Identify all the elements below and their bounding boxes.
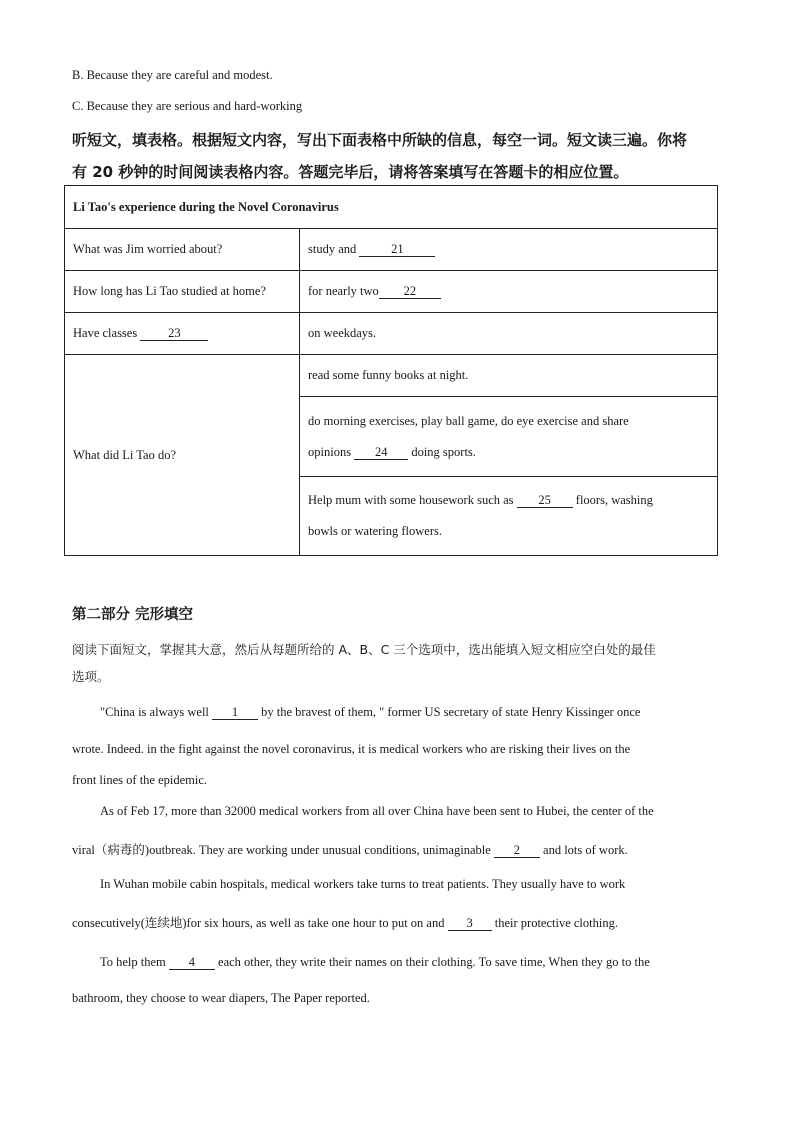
experience-table <box>64 185 718 556</box>
answer-prefix: Help mum with some housework such as <box>308 493 517 507</box>
option-c: C. Because they are serious and hard-working <box>72 99 303 113</box>
answer-line <box>308 437 709 468</box>
table-answer <box>300 271 718 313</box>
passage-line: bathroom, they choose to wear diapers, The Paper reported. <box>72 991 370 1005</box>
blank-25[interactable]: 25 <box>517 493 573 508</box>
passage-line: "China is always well 1 by the bravest of them, " former US secretary of state Henry Kissinger once <box>100 705 641 719</box>
listening-instructions-line1: 听短文，填表格。根据短文内容，写出下面表格中所缺的信息，每空一词。短文读三遍。你将 <box>72 131 688 149</box>
passage-line: viral（病毒的)outbreak. They are working under unusual conditions, unimaginable 2 and lots of work. <box>72 843 628 857</box>
listening-instructions <box>72 124 732 188</box>
blank-24[interactable]: 24 <box>354 445 408 460</box>
blank-21[interactable]: 21 <box>359 242 435 257</box>
section-instructions <box>72 636 732 690</box>
option-b: B. Because they are careful and modest. <box>72 68 273 82</box>
answer-prefix: study and <box>308 242 360 256</box>
passage-line: As of Feb 17, more than 32000 medical workers from all over China have been sent to Hubei, the center of the <box>100 804 654 818</box>
blank-2[interactable]: 2 <box>494 843 540 858</box>
passage-line: To help them 4 each other, they write their names on their clothing. To save time, When they go to the <box>100 955 650 969</box>
answer-line: bowls or watering flowers. <box>308 524 442 538</box>
blank-4[interactable]: 4 <box>169 955 215 970</box>
table-answer <box>300 229 718 271</box>
blank-23[interactable]: 23 <box>140 326 208 341</box>
section-title: 第二部分 完形填空 <box>72 607 194 623</box>
passage-line: In Wuhan mobile cabin hospitals, medical workers take turns to treat patients. They usually have to work <box>100 877 626 891</box>
blank-3[interactable]: 3 <box>448 916 492 931</box>
section-instructions-line2: 选项。 <box>72 669 110 684</box>
table-answer: on weekdays. <box>300 313 718 355</box>
table-answer <box>300 477 718 556</box>
table-answer: read some funny books at night. <box>300 355 718 397</box>
table-question <box>65 313 300 355</box>
table-answer <box>300 397 718 477</box>
answer-suffix: doing sports. <box>408 444 476 459</box>
question-prefix: Have classes <box>73 326 141 340</box>
table-question: How long has Li Tao studied at home? <box>65 271 300 313</box>
blank-1[interactable]: 1 <box>212 705 258 720</box>
passage-line: wrote. Indeed. in the fight against the novel coronavirus, it is medical workers who are risking their lives on the <box>72 742 631 756</box>
answer-line <box>308 485 709 516</box>
listening-instructions-line2: 有 20 秒钟的时间阅读表格内容。答题完毕后，请将答案填写在答题卡的相应位置。 <box>72 163 629 181</box>
table-question: What was Jim worried about? <box>65 229 300 271</box>
table-question: What did Li Tao do? <box>65 355 300 556</box>
table-title: Li Tao's experience during the Novel Coronavirus <box>65 186 718 229</box>
answer-prefix: for nearly two <box>308 284 379 298</box>
passage-line: consecutively(连续地)for six hours, as well as take one hour to put on and 3 their protective clothing. <box>72 916 618 930</box>
blank-22[interactable]: 22 <box>379 284 441 299</box>
passage-line: front lines of the epidemic. <box>72 773 208 787</box>
answer-prefix: opinions <box>308 444 355 459</box>
answer-suffix: floors, washing <box>572 493 653 507</box>
answer-line: do morning exercises, play ball game, do eye exercise and share <box>308 413 629 428</box>
section-instructions-line1: 阅读下面短文，掌握其大意，然后从每题所给的 A、B、C 三个选项中，选出能填入短文相应空白处的最佳 <box>72 642 656 657</box>
